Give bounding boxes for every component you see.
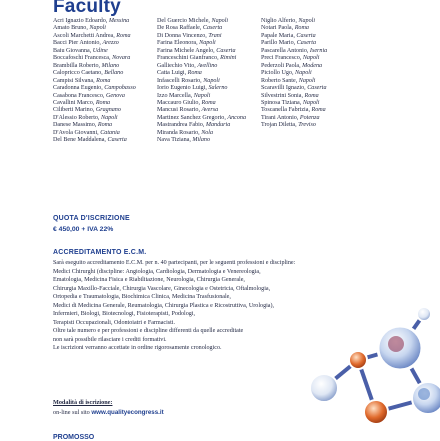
faculty-city: Ancona	[227, 114, 247, 121]
faculty-name: Papale Maria,	[261, 32, 295, 39]
faculty-name: Brambilla Roberto,	[53, 62, 101, 69]
faculty-city: Treviso	[298, 122, 316, 129]
faculty-city: Milano	[192, 137, 210, 144]
faculty-name: Preci Francesco,	[261, 55, 302, 62]
ecm-line: Medici di Medicina Generale, Reumatologia, Chirurgia Plastica e Ricostruttiva, Urologia),	[53, 302, 275, 309]
faculty-city: Roma	[116, 32, 131, 39]
faculty-column-3	[261, 18, 327, 130]
faculty-member	[53, 25, 136, 32]
bottom-heading: PROMOSSO	[53, 434, 95, 441]
faculty-city: Napoli	[101, 114, 118, 121]
network-node-image	[364, 400, 388, 424]
faculty-member	[53, 137, 136, 144]
faculty-title: Faculty	[53, 0, 121, 17]
faculty-name: Farina Eleonora,	[157, 40, 198, 47]
faculty-city: Caserta	[202, 25, 223, 32]
faculty-name: Acri Ignazio Edoardo,	[53, 18, 108, 24]
faculty-member	[53, 78, 136, 85]
faculty-city: Caserta	[296, 40, 317, 47]
faculty-member	[261, 55, 327, 62]
faculty-name: Maccauro Giulio,	[157, 99, 200, 106]
faculty-city: Napoli	[89, 25, 106, 32]
faculty-member	[261, 93, 327, 100]
faculty-member	[53, 33, 136, 40]
node-inner-shade	[388, 336, 404, 352]
faculty-member	[261, 85, 327, 92]
faculty-name: Martinez Sanchez Gregorio,	[157, 114, 226, 121]
faculty-name: Niglio Alferio,	[261, 18, 297, 24]
faculty-name: Amato Bruno,	[53, 25, 88, 32]
faculty-member	[157, 55, 246, 62]
faculty-member	[157, 78, 246, 85]
faculty-name: Toscanella Fabrizia,	[261, 107, 310, 114]
faculty-name: Franceschini Gianfranco,	[157, 55, 219, 62]
faculty-name: Campisi Silvana,	[53, 77, 95, 84]
ecm-line: non sarà possibile rilasciare i crediti formativi.	[53, 336, 167, 343]
faculty-city: Napoli	[199, 40, 216, 47]
faculty-member	[157, 107, 246, 114]
network-node-orange	[349, 351, 367, 369]
faculty-name: De Rosa Raffaele,	[157, 25, 202, 32]
faculty-column-2	[157, 18, 246, 145]
faculty-member	[261, 115, 327, 122]
faculty-name: Piciollo Ugo,	[261, 70, 294, 77]
faculty-member	[157, 70, 246, 77]
faculty-member	[261, 25, 327, 32]
faculty-name: Miranda Rosario,	[157, 129, 200, 136]
faculty-city: Caserta	[307, 85, 327, 92]
faculty-member	[157, 100, 246, 107]
modalita-line	[53, 409, 164, 416]
faculty-member	[53, 55, 136, 62]
faculty-member	[157, 122, 246, 129]
faculty-member	[157, 137, 246, 144]
faculty-city: Napoli	[193, 92, 211, 99]
faculty-member	[261, 107, 327, 114]
faculty-city: Arezzo	[102, 40, 119, 47]
faculty-member	[53, 130, 136, 137]
faculty-member	[261, 78, 327, 85]
faculty-city: Manduria	[205, 122, 231, 129]
faculty-name: Farina Michele Angelo,	[157, 47, 215, 54]
faculty-city: Roma	[294, 25, 309, 32]
faculty-member	[261, 33, 327, 40]
faculty-city: Caserta	[107, 137, 127, 144]
faculty-name: Iorio Eugenio Luigi,	[157, 85, 207, 92]
faculty-city: Roma	[97, 122, 113, 129]
faculty-member	[53, 70, 136, 77]
faculty-city: Roma	[187, 70, 202, 77]
faculty-name: Pederzoli Paola,	[261, 62, 301, 69]
ecm-line: Terapisti Occupazionali, Odontoiatri e Farmacisti.	[53, 319, 176, 326]
faculty-name: Trojan Diletta,	[261, 122, 297, 129]
faculty-name: D'Alessio Roberto,	[53, 114, 100, 121]
quota-heading: QUOTA D'ISCRIZIONE	[53, 215, 130, 222]
faculty-member	[53, 122, 136, 129]
faculty-name: Galliechio Vito,	[157, 62, 196, 69]
faculty-name: Infascelli Rosario,	[157, 77, 202, 84]
faculty-city: Gragnano	[95, 107, 121, 114]
faculty-name: Cavallini Marco,	[53, 99, 95, 106]
faculty-city: Napoli	[298, 77, 316, 84]
faculty-member	[261, 18, 327, 25]
faculty-city: Caserta	[216, 47, 236, 54]
faculty-city: Roma	[304, 92, 319, 99]
faculty-name: Caradonna Eugenio,	[53, 85, 103, 92]
faculty-name: Di Donna Vincenzo,	[157, 32, 207, 39]
faculty-city: Avellino	[197, 62, 218, 69]
modalita-heading: Modalità di iscrizione:	[53, 399, 113, 406]
faculty-city: Napoli	[211, 18, 229, 24]
website-link[interactable]: www.qualityecongress.it	[91, 409, 164, 416]
faculty-name: Catta Luigi,	[157, 70, 187, 77]
faculty-city: Napoli	[298, 18, 316, 24]
ecm-line: Ortopedia e Traumatologia, Biochimica Clinica, Medicina Trasfusionale,	[53, 294, 231, 300]
faculty-member	[261, 70, 327, 77]
faculty-city: Modena	[302, 62, 323, 69]
faculty-city: Roma	[95, 99, 111, 106]
faculty-name: Ciliberti Marino,	[53, 107, 95, 114]
faculty-member	[157, 63, 246, 70]
node-inner-shade	[418, 388, 430, 400]
faculty-city: Genova	[105, 92, 125, 99]
network-node-image	[310, 374, 338, 402]
faculty-name: Del Bene Maddalena,	[53, 137, 106, 144]
faculty-name: Parillo Mario,	[261, 40, 296, 47]
faculty-member	[261, 48, 327, 55]
faculty-member	[261, 40, 327, 47]
faculty-name: Boccafoschi Francesca,	[53, 55, 111, 62]
faculty-member	[261, 122, 327, 129]
faculty-name: Mancusi Rosario,	[157, 107, 200, 114]
faculty-name: Del Guercio Michele,	[157, 18, 210, 24]
faculty-name: Scaravilli Ignazio,	[261, 85, 306, 92]
faculty-member	[261, 63, 327, 70]
ecm-line: Sarà eseguito accreditamento E.C.M. per n. 40 partecipanti, per le seguenti professioni e discipline:	[53, 260, 296, 266]
faculty-name: Izzo Marcella,	[157, 92, 193, 99]
faculty-member	[53, 40, 136, 47]
ecm-line: Le iscrizioni verranno accettate in ordine rigorosamente cronologico.	[53, 345, 222, 351]
faculty-city: Trani	[208, 32, 222, 39]
faculty-city: Nola	[201, 129, 214, 136]
faculty-member	[157, 115, 246, 122]
ecm-line: Ematologia, Medicina Fisica e Riabilitazione, Neurologia, Chirurgia Generale,	[53, 277, 245, 283]
faculty-name: Roberto Sante,	[261, 77, 298, 84]
ecm-line: Chirurgia Maxillo-Facciale, Chirurgia Vascolare, Ginecologia e Ostetricia, Oftalmologia,	[53, 285, 271, 292]
faculty-name: Bacci Pier Antonio,	[53, 40, 101, 47]
faculty-city: Napoli	[295, 70, 312, 77]
ecm-line: Infermieri, Biologi, Biotecnologi, Fisioterapisti, Podologi,	[53, 311, 196, 317]
modalita-prefix: on-line sul sito	[53, 409, 90, 416]
faculty-city: Napoli	[302, 55, 320, 62]
faculty-member	[157, 85, 246, 92]
faculty-column-1	[53, 18, 136, 145]
faculty-member	[53, 93, 136, 100]
faculty-city: Isernia	[309, 47, 328, 54]
faculty-city: Roma	[201, 99, 216, 106]
ecm-line: Oltre tale numero e per professioni e discipline differenti da quelle accreditate	[53, 328, 244, 334]
faculty-member	[53, 18, 136, 25]
ecm-heading: ACCREDITAMENTO E.C.M.	[53, 249, 147, 256]
faculty-member	[157, 130, 246, 137]
faculty-city: Milano	[101, 62, 120, 69]
faculty-city: Messina	[108, 18, 130, 24]
faculty-city: Bellano	[104, 70, 124, 77]
faculty-member	[157, 25, 246, 32]
faculty-city: Caserta	[296, 32, 316, 39]
faculty-city: Roma	[311, 107, 326, 114]
faculty-city: Novara	[112, 55, 131, 62]
faculty-name: Casabona Francesco,	[53, 92, 105, 99]
faculty-member	[53, 115, 136, 122]
faculty-name: D'Avola Giovanni,	[53, 129, 99, 136]
network-node-small	[417, 307, 431, 321]
faculty-name: Nava Tiziana,	[157, 137, 191, 144]
faculty-name: Danese Massimo,	[53, 122, 97, 129]
faculty-name: Notari Paola,	[261, 25, 294, 32]
faculty-city: Potenza	[299, 114, 320, 121]
faculty-member	[53, 85, 136, 92]
faculty-member	[157, 93, 246, 100]
faculty-city: Roma	[96, 77, 111, 84]
faculty-name: Calopricco Caetano,	[53, 70, 103, 77]
faculty-city: Aversa	[201, 107, 219, 114]
faculty-city: Napoli	[302, 99, 320, 106]
ecm-line: Medici Chirurghi (discipline: Angiologia, Cardiologia, Dermatologia e Venereologia,	[53, 268, 261, 275]
faculty-city: Rimini	[220, 55, 237, 62]
faculty-member	[157, 40, 246, 47]
faculty-list	[53, 18, 413, 203]
faculty-city: Udine	[92, 47, 108, 54]
faculty-name: Baiu Giovanna,	[53, 47, 92, 54]
faculty-name: Silvestrini Sonia,	[261, 92, 303, 99]
faculty-name: Tirani Antonio,	[261, 114, 299, 121]
molecule-network-graphic	[296, 300, 440, 440]
faculty-member	[53, 100, 136, 107]
faculty-name: Pascarella Antonio,	[261, 47, 309, 54]
faculty-city: Napoli	[203, 77, 220, 84]
faculty-member	[261, 100, 327, 107]
faculty-member	[157, 33, 246, 40]
faculty-member	[53, 107, 136, 114]
faculty-member	[53, 63, 136, 70]
quota-fee: € 450,00 + IVA 22%	[53, 226, 114, 233]
faculty-city: Campobasso	[104, 85, 136, 92]
faculty-name: Spinosa Tiziana,	[261, 99, 302, 106]
faculty-city: Catania	[100, 129, 120, 136]
faculty-name: Ascoli Marchetti Andrea,	[53, 32, 115, 39]
faculty-name: Mastrandrea Fabio,	[157, 122, 205, 129]
faculty-city: Salerno	[208, 85, 228, 92]
